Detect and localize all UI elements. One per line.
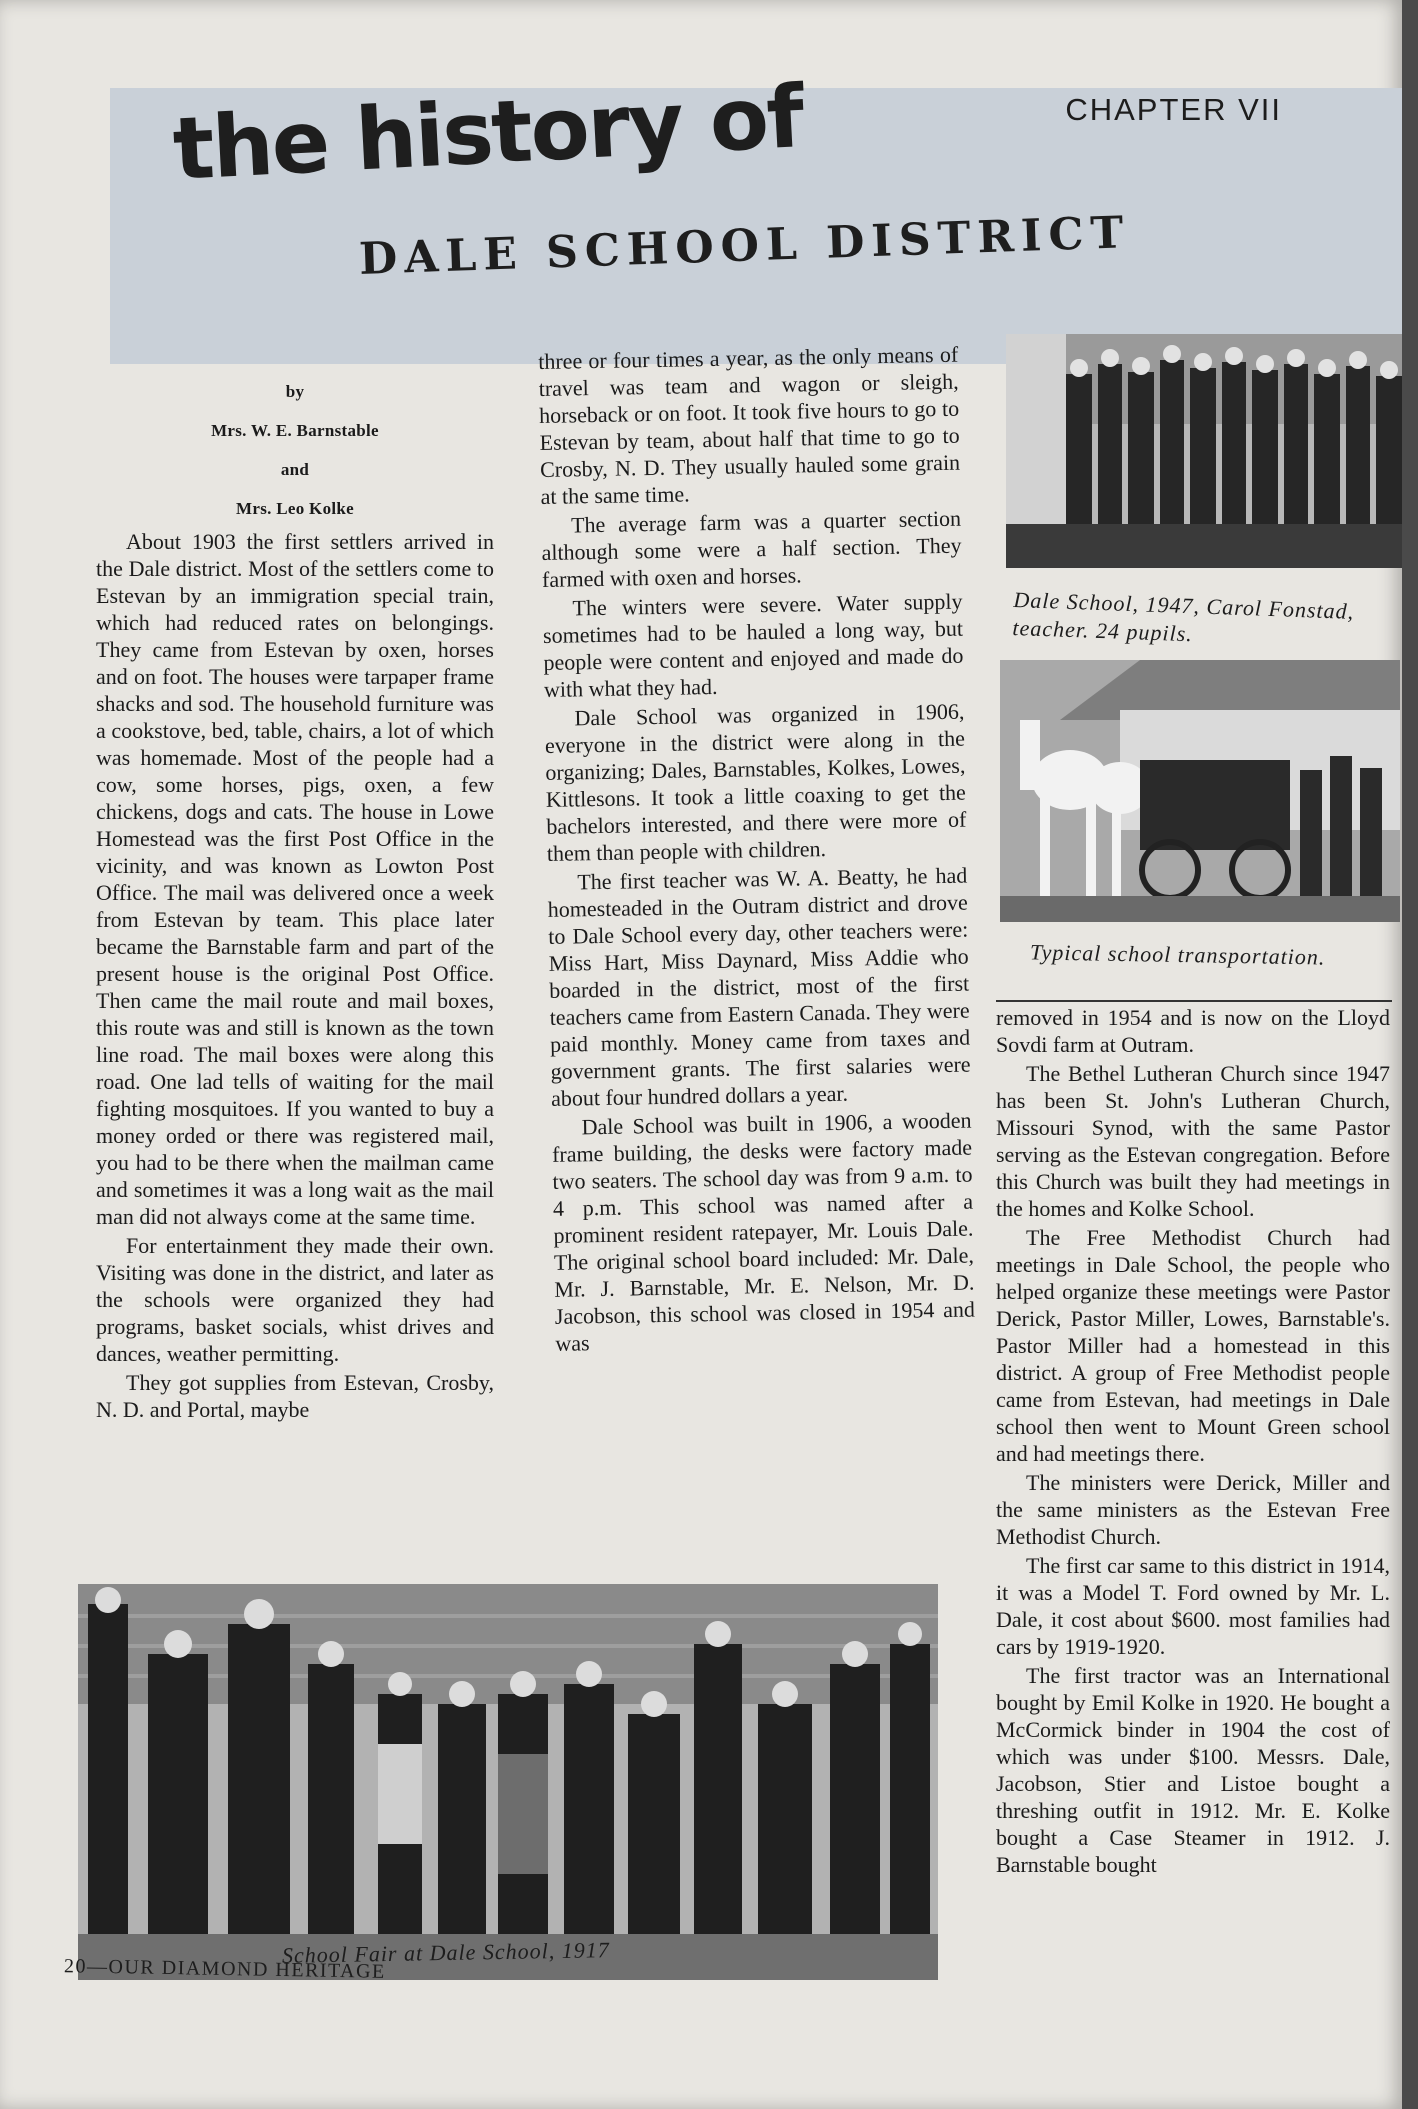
paragraph: The Free Methodist Church had meetings in Dale School, the people who helped organize these meetings were Pastor Derick, Pastor Miller, Lowes, Barnstable's. Pastor Miller had a homestead in this district. A group of Free Methodist people came from Estevan, had meetings in Dale school then went to Mount Green school and had meetings there. (996, 1225, 1390, 1466)
paragraph: The average farm was a quarter section although some were a half section. They farmed with oxen and horses. (541, 505, 962, 592)
paragraph: The winters were severe. Water supply sometimes had to be hauled a long way, but people were content and enjoyed and made do with what they had. (542, 588, 964, 702)
paragraph: removed in 1954 and is now on the Lloyd Sovdi farm at Outram. (996, 1005, 1390, 1057)
page-footer: 20—OUR DIAMOND HERITAGE (63, 1955, 386, 1983)
text-column-1 (96, 372, 494, 1425)
paragraph: The Bethel Lutheran Church since 1947 has been St. John's Lutheran Church, Missouri Synod, with the same Pastor serving as the Estevan congregation. Before this Church was built they had meetings in the homes and Kolke School. (996, 1061, 1390, 1221)
article-title-script: the history of (170, 67, 805, 200)
byline-and: and (280, 460, 310, 479)
photo-image (78, 1584, 938, 1980)
byline-by: by (285, 382, 305, 401)
byline-author-1: Mrs. W. E. Barnstable (211, 421, 379, 440)
text-column-3 (996, 1004, 1390, 1880)
photo-image (1006, 334, 1402, 568)
paragraph: The first car same to this district in 1914, it was a Model T. Ford owned by Mr. L. Dale, it cost about $600. most families had cars by 1919-1920. (996, 1553, 1390, 1659)
photo-image (1000, 660, 1400, 922)
photo-caption-3: School Fair at Dale School, 1917 (281, 1937, 610, 1968)
photo-caption-2: Typical school transportation. (1029, 939, 1326, 970)
paragraph: The first tractor was an International bought by Emil Kolke in 1920. He bought a McCormick binder in 1904 the cost of which was under $100. Messrs. Dale, Jacobson, Stier and Listoe bought a threshing outfit in 1912. Mr. E. Kolke bought a Case Steamer in 1912. J. Barnstable bought (996, 1663, 1390, 1877)
column-divider (996, 1000, 1392, 1002)
paragraph: Dale School was built in 1906, a wooden frame building, the desks were factory made two seaters. The school day was from 9 a.m. to 4 p.m. This school was named after a prominent resident ratepayer, Mr. Louis Dale. The original school board included: Mr. Dale, Mr. J. Barnstable, Mr. E. Nelson, Mr. D. Jacobson, this school was closed in 1954 and was (551, 1107, 976, 1356)
paragraph: They got supplies from Estevan, Crosby, N. D. and Portal, maybe (96, 1370, 494, 1422)
article-title: DALE SCHOOL DISTRICT (358, 207, 1132, 285)
paragraph: Dale School was organized in 1906, everyone in the district were along in the organizing; Dales, Barnstables, Kolkes, Lowes, Kittlesons. It took a little coaxing to get the bachelors interested, and there were more of them than people with children. (544, 698, 967, 866)
text-column-2 (538, 341, 976, 1359)
byline-author-2: Mrs. Leo Kolke (236, 499, 354, 518)
paragraph: The ministers were Derick, Miller and the same ministers as the Estevan Free Methodist Church. (996, 1470, 1390, 1549)
paragraph: For entertainment they made their own. Visiting was done in the district, and later as the schools were organized they had programs, basket socials, whist drives and dances, weather permitting. (96, 1233, 494, 1366)
chapter-label: CHAPTER VII (1065, 92, 1282, 127)
photo-school-transportation (1000, 660, 1400, 922)
photo-school-fair-1917 (78, 1584, 938, 1980)
paragraph: three or four times a year, as the only means of travel was team and wagon or sleigh, horseback or on foot. It took five hours to go to Estevan by team, about half that time to go to Crosby, N. D. They usually hauled some grain at the same time. (538, 341, 961, 509)
paragraph: The first teacher was W. A. Beatty, he had homesteaded in the Outram district and drove to Dale School every day, other teachers were: Miss Hart, Miss Daynard, Miss Addie who boarded in the district, most of the first teachers came from Eastern Canada. They were paid monthly. Money came from taxes and government grants. The first salaries were about four hundred dollars a year. (547, 862, 971, 1111)
paragraph: About 1903 the first settlers arrived in the Dale district. Most of the settlers come to Estevan by an immigration special train, which had reduced rates on belongings. They came from Estevan by oxen, horses and on foot. The houses were tarpaper frame shacks and sod. The household furniture was a cookstove, bed, table, chairs, a lot of which was homemade. Most of the people had a cow, some horses, pigs, oxen, a few chickens, dogs and cats. The house in Lowe Homestead was the first Post Office in the vicinity, and was known as Lowton Post Office. The mail was delivered once a week from Estevan by team. This place later became the Barnstable farm and part of the present house is the original Post Office. Then came the mail route and mail boxes, this route was and still is known as the town line road. The mail boxes were along this road. One lad tells of waiting for the mail fighting mosquitoes. If you wanted to buy a money orded or there was registered mail, you had to be there when the mailman came and sometimes it was a long wait as the mail man did not always come at the same time. (96, 529, 494, 1229)
photo-caption-1: Dale School, 1947, Carol Fonstad, teacher. 24 pupils. (1012, 586, 1355, 647)
photo-dale-school-1947 (1006, 334, 1402, 568)
